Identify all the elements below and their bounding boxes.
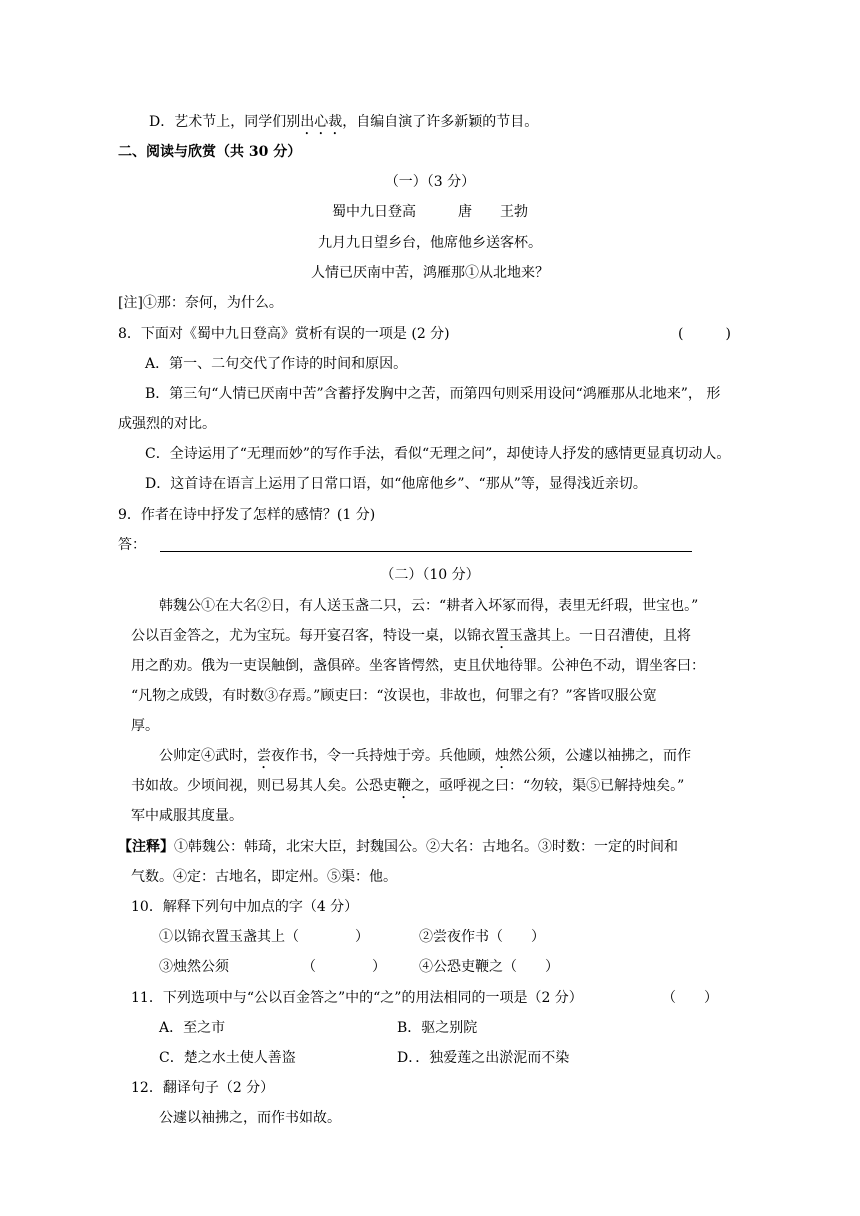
passage-p1-line5: 厚。 <box>131 718 159 734</box>
dotted-char-chang: 尝 <box>257 748 271 764</box>
q9-stem: 9．作者在诗中抒发了怎样的感情？(1 分) <box>118 507 376 523</box>
q8-option-d: D．这首诗在语言上运用了日常口语，如“他席他乡”、“那从”等，显得浅近亲切。 <box>145 476 647 492</box>
q11-answer-paren: （ ） <box>662 990 718 1006</box>
q11-option-b: B．驱之别院 <box>397 1020 478 1036</box>
q12-stem: 12．翻译句子（2 分） <box>131 1080 275 1096</box>
q10-item-2: ②尝夜作书（ ） <box>419 929 545 945</box>
passage-p1-line4: “凡物之成毁，有时数③存焉。”顾吏曰：“汝误也，非故也，何罪之有？”客皆叹服公宽 <box>131 688 657 704</box>
q7-d-text-end: ，自编自演了许多新颖的节目。 <box>342 114 539 130</box>
passage-p1-line1: 韩魏公①在大名②日，有人送玉盏二只，云：“耕者入坏冢而得，表里无纤瑕，世宝也。” <box>159 598 699 614</box>
passage-p2-line2: 书如故。少顷间视，则已易其人矣。公恐吏鞭之，亟呼视之曰：“勿较，渠⑤已解持烛矣。” <box>131 778 685 794</box>
passage-p2-line1: 公帅定④武时，尝夜作书，令一兵持烛于旁。兵他顾，烛然公须，公遽以袖拂之，而作 <box>159 748 691 764</box>
section2-title: 二、阅读与欣赏（共 30 分） <box>118 144 302 160</box>
q7-d-text: D．艺术节上，同学们别 <box>149 114 301 130</box>
q7-option-d <box>149 112 538 138</box>
q7-d-dotted: 出心裁 <box>300 114 343 130</box>
poem-line-1: 九月九日望乡台，他席他乡送客杯。 <box>318 235 542 251</box>
poem-line-2: 人情已厌南中苦，鸿雁那①从北地来？ <box>311 265 549 281</box>
q11-option-d: D．．独爱莲之出淤泥而不染 <box>397 1050 570 1066</box>
poem-title: 蜀中九日登高 唐 王勃 <box>332 204 528 220</box>
passage-header: （二）（10 分） <box>380 567 480 583</box>
q10-item-1: ①以锦衣置玉盏其上（ ） <box>159 929 369 945</box>
dotted-char-zhu: 烛 <box>495 748 509 764</box>
q8-option-a: A．第一、二句交代了作诗的时间和原因。 <box>145 356 408 372</box>
q11-stem: 11．下列选项中与“公以百金答之”中的“之”的用法相同的一项是（2 分） <box>131 990 583 1006</box>
q8-option-c: C．全诗运用了“无理而妙”的写作手法，看似“无理之问”，却使诗人抒发的感情更显真切动人。 <box>145 446 731 462</box>
q11-option-a: A．至之市 <box>159 1020 226 1036</box>
passage-note-line1: 【注释】①韩魏公：韩琦，北宋大臣，封魏国公。②大名：古地名。③时数：一定的时间和 <box>118 839 678 855</box>
q11-option-c: C．楚之水土使人善盗 <box>159 1050 296 1066</box>
passage-p1-line3: 用之酌劝。俄为一吏误触倒，盏俱碎。坐客皆愕然，吏且伏地待罪。公神色不动，谓坐客曰： <box>131 658 705 674</box>
q10-item-3: ③烛然公须 <box>159 959 229 975</box>
q8-stem: 8．下面对《蜀中九日登高》赏析有误的一项是 (2 分) <box>118 326 450 342</box>
passage-p1-line2: 公以百金答之，尤为宝玩。每开宴召客，特设一桌，以锦衣置玉盏其上。一日召漕使，且将 <box>131 628 691 644</box>
passage-note-line2: 气数。④定：古地名，即定州。⑤渠：他。 <box>131 869 397 885</box>
poem-note: [注]①那：奈何，为什么。 <box>118 295 283 311</box>
dotted-char-bian: 鞭 <box>397 778 411 794</box>
q12-sentence: 公遽以袖拂之，而作书如故。 <box>159 1110 341 1126</box>
poem-header: （一）（3 分） <box>384 174 476 190</box>
passage-p2-line3: 军中咸服其度量。 <box>131 808 243 824</box>
q8-option-b: B．第三句“人情已厌南中苦”含蓄抒发胸中之苦，而第四句则采用设问“鸿雁那从北地来”， 形 <box>145 386 721 402</box>
q10-item-3-paren: （ ） <box>302 959 386 975</box>
q8-answer-paren: ( ) <box>678 326 731 342</box>
q9-answer-label: 答： <box>118 537 146 553</box>
dotted-char-zhi: 置 <box>495 628 509 644</box>
q10-item-4: ④公恐吏鞭之（ ） <box>419 959 559 975</box>
q10-stem: 10．解释下列句中加点的字（4 分） <box>131 899 359 915</box>
q8-option-b-cont: 成强烈的对比。 <box>118 416 216 432</box>
q9-answer-line[interactable] <box>160 551 692 552</box>
